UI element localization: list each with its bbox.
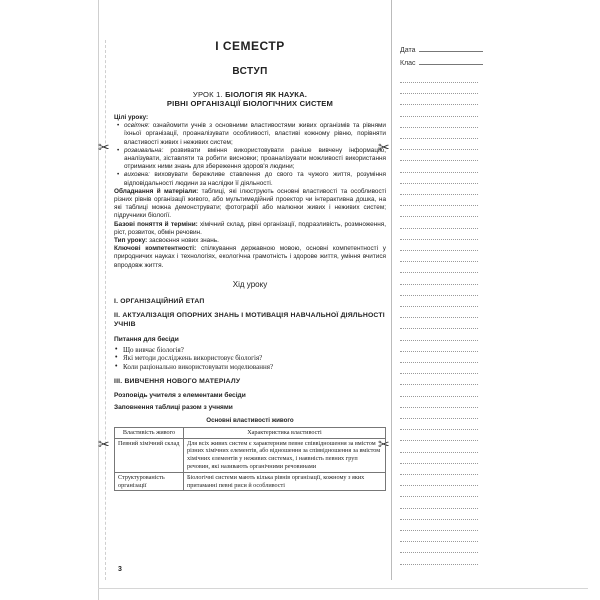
- lesson-prefix: УРОК 1.: [192, 90, 226, 99]
- table-header-row: [115, 427, 386, 438]
- note-line[interactable]: [400, 138, 478, 139]
- lesson-title: [114, 90, 386, 99]
- note-line[interactable]: [400, 396, 478, 397]
- note-line[interactable]: [400, 541, 478, 542]
- lesson-type-label: Тип уроку:: [114, 237, 148, 245]
- conversation-heading: Питання для бесіди: [114, 335, 179, 343]
- note-line[interactable]: [400, 452, 478, 453]
- properties-table: [114, 427, 386, 492]
- page-number: 3: [118, 566, 122, 573]
- section-title: ВСТУП: [232, 66, 268, 77]
- table-cell-property: Певний хімічний склад: [115, 438, 184, 472]
- equipment-label: Обладнання й матеріали:: [114, 187, 199, 195]
- note-line[interactable]: [400, 183, 478, 184]
- note-line[interactable]: [400, 127, 478, 128]
- table-fill-heading: Заповнення таблиці разом з учнями: [114, 404, 233, 412]
- competencies-label: Ключові компетентності:: [114, 245, 197, 253]
- note-line[interactable]: [400, 160, 478, 161]
- scissors-icon: ✂: [98, 436, 110, 452]
- class-field[interactable]: [400, 58, 483, 67]
- note-line[interactable]: [400, 440, 478, 441]
- stage-organizational: I. ОРГАНІЗАЦІЙНИЙ ЕТАП: [114, 297, 205, 305]
- column-header: Характеристика властивості: [184, 427, 386, 438]
- note-line[interactable]: [400, 508, 478, 509]
- note-line[interactable]: [400, 328, 478, 329]
- table-cell-description: Біологічні системи мають кілька рівнів організації, кожному з яких притаманні певні риси й особливості: [184, 472, 386, 491]
- concepts-text: хімічний склад, рівні організації, подразливість, розмноження, ріст, розвиток, обмін речовин.: [114, 220, 386, 236]
- note-line[interactable]: [400, 564, 478, 565]
- class-label: Клас: [400, 60, 416, 67]
- stage-actualization: II. АКТУАЛІЗАЦІЯ ОПОРНИХ ЗНАНЬ І МОТИВАЦІЯ НАВЧАЛЬНОЇ ДІЯЛЬНОСТІ УЧНІВ: [114, 312, 385, 329]
- goal-item: [124, 147, 386, 172]
- note-line[interactable]: [400, 205, 478, 206]
- note-line[interactable]: [400, 552, 478, 553]
- note-line[interactable]: [400, 519, 478, 520]
- note-line[interactable]: [400, 93, 478, 94]
- scissors-icon: ✂: [378, 139, 390, 155]
- concepts-paragraph: [114, 221, 386, 237]
- goal-term: освітня:: [124, 122, 150, 130]
- lesson-title-text: БІОЛОГІЯ ЯК НАУКА.: [225, 90, 308, 99]
- goal-text: ознайомити учнів з основними властивостями живих організмів та рівнями їхньої організації, проаналізувати особливості, властиві кожному рівню, порівняти властивості живих і неживих систем;: [124, 122, 386, 146]
- note-line[interactable]: [400, 373, 478, 374]
- column-header: Властивість живого: [115, 427, 184, 438]
- competencies-text: спілкування державною мовою, основні компетентності у природничих науках і технологіях, екологічна грамотність і здорове життя, уміння вчитися впродовж життя.: [114, 245, 387, 269]
- note-line[interactable]: [400, 149, 478, 150]
- note-line[interactable]: [400, 384, 478, 385]
- stage-new-material: III. ВИВЧЕННЯ НОВОГО МАТЕРІАЛУ: [114, 377, 241, 385]
- concepts-label: Базові поняття й терміни:: [114, 220, 198, 228]
- notes-divider: [391, 0, 392, 580]
- note-line[interactable]: [400, 485, 478, 486]
- note-line[interactable]: [400, 474, 478, 475]
- note-line[interactable]: [400, 261, 478, 262]
- goal-text: розвивати вміння використовувати раніше вивчену інформацію, аналізувати, зіставляти та робити висновки; проаналізувати можливості використання отриманих ними знань для збереження здоров'я людини;: [124, 146, 386, 171]
- table-caption: Основні властивості живого: [206, 416, 294, 424]
- plan-heading: Хід уроку: [232, 279, 268, 289]
- goal-item: [124, 122, 386, 147]
- note-line[interactable]: [400, 216, 478, 217]
- note-line[interactable]: [400, 351, 478, 352]
- note-line[interactable]: [400, 362, 478, 363]
- equipment-text: таблиці, які ілюструють основні властивості та особливості різних рівнів організації живого, або мультимедійний проектор чи інтерактивна дошка, на які таблиці можна демонструвати; фотографії або малюнки живих і неживих систем; підручники біології.: [114, 187, 386, 220]
- goal-term: розвивальна:: [124, 146, 164, 154]
- note-line[interactable]: [400, 463, 478, 464]
- table-cell-description: Для всіх живих систем є характерним певне співвідношення за вмістом різних хімічних елементів, або відношення за співвідношення за вмістом хімічних елементів у неживих системах, і наявність певних груп речовин, які називають органічними речовинами: [184, 438, 386, 472]
- goal-term: виховна:: [124, 171, 150, 179]
- note-line[interactable]: [400, 172, 478, 173]
- note-line[interactable]: [400, 82, 478, 83]
- equipment-paragraph: [114, 188, 386, 221]
- question-item: • Які методи досліджень використовує біологія?: [123, 354, 386, 363]
- note-line[interactable]: [400, 116, 478, 117]
- semester-title: I СЕМЕСТР: [215, 39, 285, 53]
- note-line[interactable]: [400, 429, 478, 430]
- note-line[interactable]: [400, 284, 478, 285]
- questions-list: [114, 346, 386, 372]
- note-line[interactable]: [400, 418, 478, 419]
- lesson-plan: [114, 38, 386, 491]
- note-line[interactable]: [400, 306, 478, 307]
- question-item: • Коли раціонально використовувати моделювання?: [123, 363, 386, 372]
- lesson-type-text: засвоєння нових знань.: [147, 237, 219, 245]
- date-label: Дата: [400, 47, 416, 54]
- table-row: [115, 472, 386, 491]
- note-line[interactable]: [400, 530, 478, 531]
- lesson-subtitle: РІВНІ ОРГАНІЗАЦІЇ БІОЛОГІЧНИХ СИСТЕМ: [166, 99, 334, 108]
- note-line[interactable]: [400, 407, 478, 408]
- page-edge: [98, 0, 99, 600]
- note-line[interactable]: [400, 272, 478, 273]
- table-row: [115, 438, 386, 472]
- table-cell-property: Структурованість організації: [115, 472, 184, 491]
- note-line[interactable]: [400, 239, 478, 240]
- question-item: • Що вивчає біологія?: [123, 346, 386, 355]
- page-edge-bottom: [98, 588, 588, 589]
- goal-text: виховувати бережливе ставлення до свого та чужого життя, розуміння відповідальності людини за наслідки її діяльності.: [124, 171, 386, 187]
- note-line[interactable]: [400, 340, 478, 341]
- note-line[interactable]: [400, 194, 478, 195]
- scissors-icon: ✂: [98, 139, 110, 155]
- goals-list: [114, 122, 386, 188]
- goals-heading: Цілі уроку:: [114, 114, 149, 121]
- scissors-icon: ✂: [378, 436, 390, 452]
- date-field[interactable]: [400, 45, 483, 54]
- teacher-story-heading: Розповідь учителя з елементами бесіди: [114, 392, 246, 400]
- note-line[interactable]: [400, 250, 478, 251]
- note-line[interactable]: [400, 295, 478, 296]
- cut-guide-line: [105, 40, 107, 580]
- goal-item: [124, 171, 386, 187]
- note-line[interactable]: [400, 496, 478, 497]
- competencies-paragraph: [114, 245, 386, 270]
- note-line[interactable]: [400, 317, 478, 318]
- note-line[interactable]: [400, 228, 478, 229]
- note-line[interactable]: [400, 104, 478, 105]
